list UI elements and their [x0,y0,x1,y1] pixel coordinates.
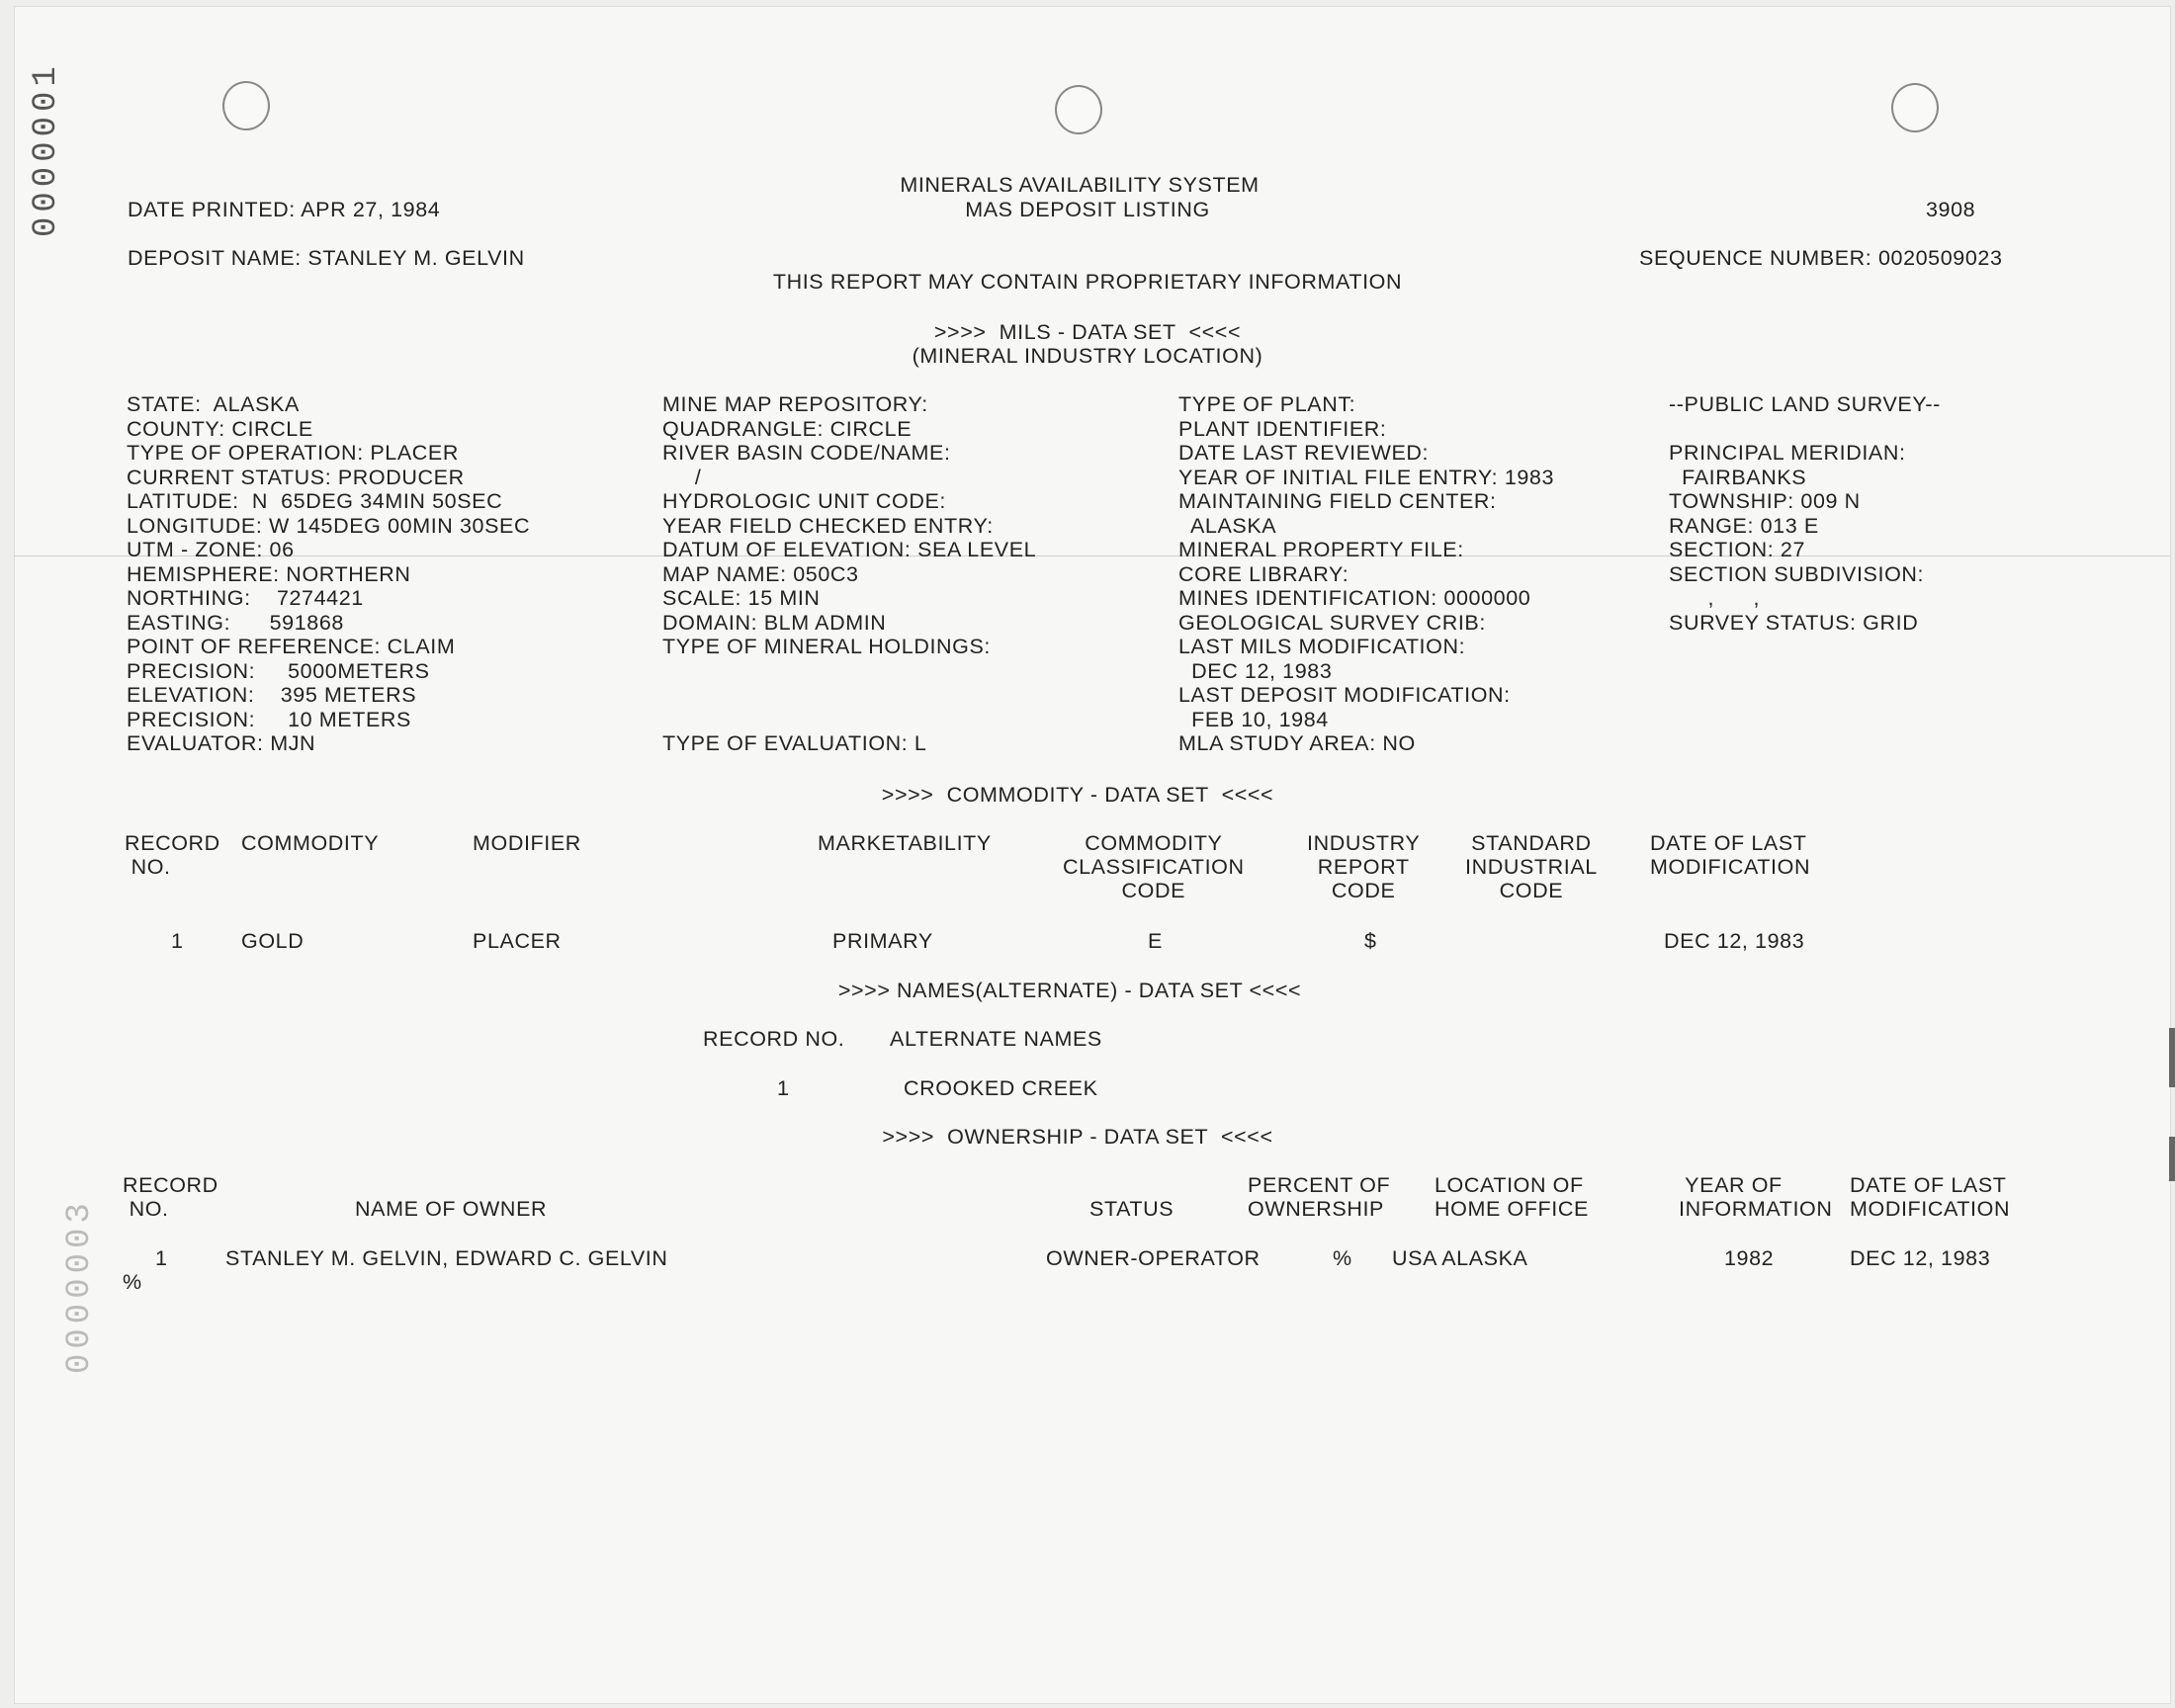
commodity-header-commodity: COMMODITY [241,831,380,855]
mils-field: TOWNSHIP: 009 N [1669,489,1861,513]
page-edge-mark [2169,1028,2175,1087]
mils-field: LAST MILS MODIFICATION: [1178,635,1466,658]
ownership-header-status: STATUS [1089,1197,1174,1221]
names-header-record: RECORD NO. [703,1027,845,1051]
mils-field: MINES IDENTIFICATION: 0000000 [1178,586,1531,610]
mils-field [662,708,1036,732]
mils-column-land-survey [1669,392,1941,635]
ownership-date: DEC 12, 1983 [1850,1246,1991,1270]
mils-field: MINE MAP REPOSITORY: [662,392,928,416]
mils-field: SECTION SUBDIVISION: [1669,561,1925,586]
mils-field: COUNTY: CIRCLE [127,416,313,441]
mils-column-mapping [662,392,1036,756]
mils-column-plant [1178,392,1554,756]
ownership-status: OWNER-OPERATOR [1046,1246,1261,1270]
mils-field: UTM - ZONE: 06 [127,538,295,561]
mils-field: ALASKA [1178,513,1277,538]
mils-field: DEC 12, 1983 [1178,658,1333,683]
mils-field: TYPE OF PLANT: [1178,392,1356,416]
commodity-marketability: PRIMARY [832,929,933,953]
ownership-location: USA ALASKA [1392,1246,1528,1270]
ownership-header-owner: NAME OF OWNER [355,1197,548,1221]
commodity-name: GOLD [241,929,304,953]
mils-field: DATUM OF ELEVATION: SEA LEVEL [662,538,1037,561]
ownership-trailer: % [123,1270,142,1294]
mils-field: LAST DEPOSIT MODIFICATION: [1178,683,1511,707]
commodity-header-modifier: MODIFIER [473,831,581,855]
mils-field: CORE LIBRARY: [1178,561,1349,586]
commodity-date: DEC 12, 1983 [1664,929,1805,953]
mils-column-location [127,392,530,756]
mils-field: MINERAL PROPERTY FILE: [1178,538,1464,561]
mils-field: ELEVATION: 395 METERS [127,683,417,707]
mils-field [662,683,1036,708]
mils-field: --PUBLIC LAND SURVEY-- [1669,392,1941,416]
ownership-percent: % [1333,1246,1352,1270]
mils-field: FAIRBANKS [1669,465,1807,489]
punch-hole [222,81,270,130]
ownership-title: >>>> OWNERSHIP - DATA SET <<<< [882,1125,1273,1149]
listing-title: MAS DEPOSIT LISTING [965,198,1210,221]
mils-field: HEMISPHERE: NORTHERN [127,561,411,586]
mils-field: SURVEY STATUS: GRID [1669,610,1919,635]
mils-field: SECTION: 27 [1669,538,1806,561]
mils-field: SCALE: 15 MIN [662,586,821,610]
mils-field: LATITUDE: N 65DEG 34MIN 50SEC [127,489,503,513]
mils-field: GEOLOGICAL SURVEY CRIB: [1178,610,1486,635]
commodity-header-classification: COMMODITY CLASSIFICATION CODE [1063,831,1245,902]
ownership-header-year: YEAR OF INFORMATION [1679,1173,1833,1221]
mils-field: PRECISION: 5000METERS [127,658,430,683]
commodity-header-standard: STANDARD INDUSTRIAL CODE [1465,831,1598,902]
mils-field: STATE: ALASKA [127,392,300,416]
names-title: >>>> NAMES(ALTERNATE) - DATA SET <<<< [837,979,1302,1002]
ownership-record: 1 [155,1246,168,1270]
punch-hole [1055,85,1102,134]
mils-field: CURRENT STATUS: PRODUCER [127,465,465,489]
mils-field: DOMAIN: BLM ADMIN [662,610,887,635]
mils-field: HYDROLOGIC UNIT CODE: [662,489,946,513]
sequence-number: SEQUENCE NUMBER: 0020509023 [1639,246,2003,270]
mils-field: NORTHING: 7274421 [127,586,364,610]
mils-field: TYPE OF OPERATION: PLACER [127,441,459,465]
proprietary-notice: THIS REPORT MAY CONTAIN PROPRIETARY INFORMATION [772,270,1403,294]
mils-field: RANGE: 013 E [1669,513,1819,538]
date-printed: DATE PRINTED: APR 27, 1984 [128,198,441,221]
mils-field: EVALUATOR: MJN [127,731,316,755]
mils-field: LONGITUDE: W 145DEG 00MIN 30SEC [127,513,531,538]
mils-field: RIVER BASIN CODE/NAME: [662,441,951,465]
mils-field: MLA STUDY AREA: NO [1178,731,1416,755]
commodity-header-industry: INDUSTRY REPORT CODE [1307,831,1421,902]
mils-field: TYPE OF MINERAL HOLDINGS: [662,635,991,658]
ownership-year: 1982 [1724,1246,1775,1270]
mils-field: TYPE OF EVALUATION: L [662,731,927,755]
mils-field: DATE LAST REVIEWED: [1178,441,1430,465]
mils-field: YEAR OF INITIAL FILE ENTRY: 1983 [1178,465,1555,489]
mils-field: FEB 10, 1984 [1178,707,1329,731]
names-alternate-name: CROOKED CREEK [904,1076,1098,1100]
ownership-owner-name: STANLEY M. GELVIN, EDWARD C. GELVIN [225,1246,668,1270]
film-code-faint: 0000003 [61,1198,99,1374]
mils-field: PRINCIPAL MERIDIAN: [1669,441,1906,465]
mils-subtitle: (MINERAL INDUSTRY LOCATION) [912,344,1263,368]
mils-field: / [662,465,702,489]
film-code: 0000001 [28,61,65,237]
mils-field: YEAR FIELD CHECKED ENTRY: [662,513,994,538]
deposit-name: DEPOSIT NAME: STANLEY M. GELVIN [128,246,525,270]
punch-hole [1891,83,1939,132]
page-number: 3908 [1926,198,1976,221]
mils-field: PLANT IDENTIFIER: [1178,416,1387,441]
commodity-header-marketability: MARKETABILITY [818,831,992,855]
commodity-header-record: RECORD NO. [125,831,220,879]
commodity-title: >>>> COMMODITY - DATA SET <<<< [881,783,1274,807]
commodity-classification: E [1148,929,1163,953]
mils-field: PRECISION: 10 METERS [127,707,411,731]
commodity-record: 1 [171,929,184,953]
ownership-header-percent: PERCENT OF OWNERSHIP [1248,1173,1391,1221]
mils-field: MAP NAME: 050C3 [662,561,859,586]
mils-field: QUADRANGLE: CIRCLE [662,416,913,441]
ownership-header-record: RECORD NO. [123,1173,218,1221]
ownership-header-location: LOCATION OF HOME OFFICE [1435,1173,1589,1221]
mils-field: MAINTAINING FIELD CENTER: [1178,489,1497,513]
system-title: MINERALS AVAILABILITY SYSTEM [900,173,1260,197]
commodity-header-date: DATE OF LAST MODIFICATION [1650,831,1811,879]
commodity-modifier: PLACER [473,929,562,953]
mils-field: , , [1669,586,1761,610]
names-record: 1 [777,1076,790,1100]
ownership-header-date: DATE OF LAST MODIFICATION [1850,1173,2011,1221]
mils-field [662,659,1036,684]
mils-title: >>>> MILS - DATA SET <<<< [933,320,1242,344]
names-header-names: ALTERNATE NAMES [890,1027,1102,1051]
commodity-industry-code: $ [1364,929,1377,953]
page-edge-mark [2169,1137,2175,1181]
mils-field [1669,417,1941,442]
mils-field: POINT OF REFERENCE: CLAIM [127,635,456,658]
mils-field: EASTING: 591868 [127,610,344,635]
